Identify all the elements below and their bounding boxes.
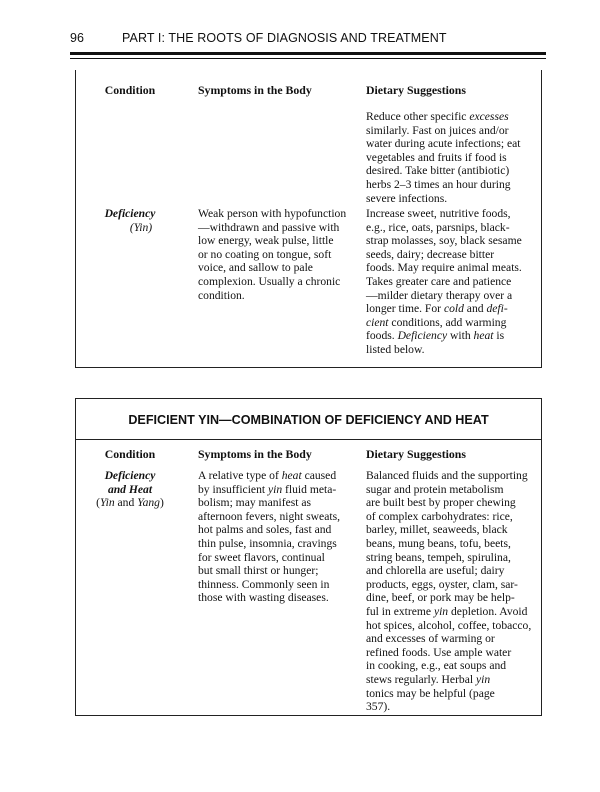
text-line: 357). [366,700,391,714]
header-rule-thick [70,52,546,55]
text-line: tonics may be helpful (page [366,686,495,700]
text-line: herbs 2–3 times an hour during [366,177,511,191]
text-line: Reduce other specific excesses [366,110,509,123]
text-line: cient conditions, add warming [366,315,507,329]
col-header-symptoms: Symptoms in the Body [198,83,312,97]
text-line: for sweet flavors, continual [198,550,325,564]
condition-name: Deficiency [104,207,156,220]
text-line: afternoon fevers, night sweats, [198,509,340,523]
text-line: similarly. Fast on juices and/or [366,123,509,137]
text-line: but small thirst or hunger; [198,564,319,578]
symptom-cell-deficiency [198,207,368,302]
table-continued [75,70,542,368]
condition-subtype: (Yin and Yang) [96,496,164,510]
col-header-condition: Condition [104,447,156,461]
text-line: longer time. For cold and defi- [366,302,508,316]
condition-name-cont: and Heat [107,482,153,496]
symptom-cell-deficient-yin [198,469,368,605]
text-line: hot palms and soles, fast and [198,523,332,537]
text-line: thinness. Commonly seen in [198,577,330,591]
title-divider [76,439,541,440]
text-line: thin pulse, insomnia, cravings [198,536,337,550]
table-deficient-yin [75,398,542,716]
text-line: dine, beef, or pork may be help- [366,591,515,605]
text-line: sugar and protein metabolism [366,482,504,496]
text-line: voice, and sallow to pale [198,261,313,275]
condition-cell-deficient-yin [84,469,176,510]
text-line: A relative type of heat caused [198,469,337,482]
text-line: are built best by proper chewing [366,496,516,510]
text-line: —milder dietary therapy over a [366,288,513,302]
text-line: Takes greater care and patience [366,274,512,288]
text-line: those with wasting diseases. [198,591,329,605]
page-number: 96 [70,31,84,45]
text-line: and chlorella are useful; dairy [366,564,505,578]
text-line: foods. May require animal meats. [366,261,522,275]
text-line: of complex carbohydrates: rice, [366,509,513,523]
diet-cell-excess [366,110,546,205]
diet-cell-deficient-yin [366,469,546,714]
text-line: Weak person with hypofunction [198,207,347,220]
text-line: hot spices, alcohol, coffee, tobacco, [366,618,532,632]
text-line: severe infections. [366,191,448,205]
text-line: e.g., rice, oats, parsnips, black- [366,220,510,234]
running-header [70,31,545,47]
col-header-condition: Condition [104,83,156,97]
text-line: condition. [198,288,245,302]
text-line: ful in extreme yin depletion. Avoid [366,604,528,618]
diet-cell-deficiency [366,207,546,357]
text-line: refined foods. Use ample water [366,645,512,659]
text-line: products, eggs, oyster, clam, sar- [366,577,518,591]
text-line: in cooking, e.g., eat soups and [366,659,507,673]
running-title: PART I: THE ROOTS OF DIAGNOSIS AND TREATMENT [122,31,447,45]
text-line: barley, millet, seaweeds, black [366,523,508,537]
text-line: water during acute infections; eat [366,137,521,151]
text-line: stews regularly. Herbal yin [366,672,491,686]
col-header-diet: Dietary Suggestions [366,447,466,461]
text-line: string beans, tempeh, spirulina, [366,550,511,564]
text-line: or no coating on tongue, soft [198,247,332,261]
text-line: foods. Deficiency with heat is [366,329,505,343]
text-line: —withdrawn and passive with [198,220,340,234]
condition-cell-deficiency [84,207,176,234]
text-line: and excesses of warming or [366,632,495,646]
condition-subtype: (Yin) [129,220,153,234]
text-line: Increase sweet, nutritive foods, [366,207,511,220]
header-rule-thin [70,58,546,59]
condition-name: Deficiency [104,469,156,482]
text-line: listed below. [366,342,425,356]
text-line: low energy, weak pulse, little [198,234,334,248]
text-line: by insufficient yin fluid meta- [198,482,337,496]
text-line: complexion. Usually a chronic [198,274,341,288]
text-line: beans, mung beans, tofu, beets, [366,536,511,550]
text-line: Balanced fluids and the supporting [366,469,528,482]
text-line: seeds, dairy; decrease bitter [366,247,495,261]
text-line: vegetables and fruits if food is [366,150,507,164]
col-header-diet: Dietary Suggestions [366,83,466,97]
text-line: bolism; may manifest as [198,496,312,510]
col-header-symptoms: Symptoms in the Body [198,447,312,461]
text-line: strap molasses, soy, black sesame [366,234,522,248]
table-title: DEFICIENT YIN—COMBINATION OF DEFICIENCY AND HEAT [128,413,489,427]
text-line: desired. Take bitter (antibiotic) [366,164,510,178]
